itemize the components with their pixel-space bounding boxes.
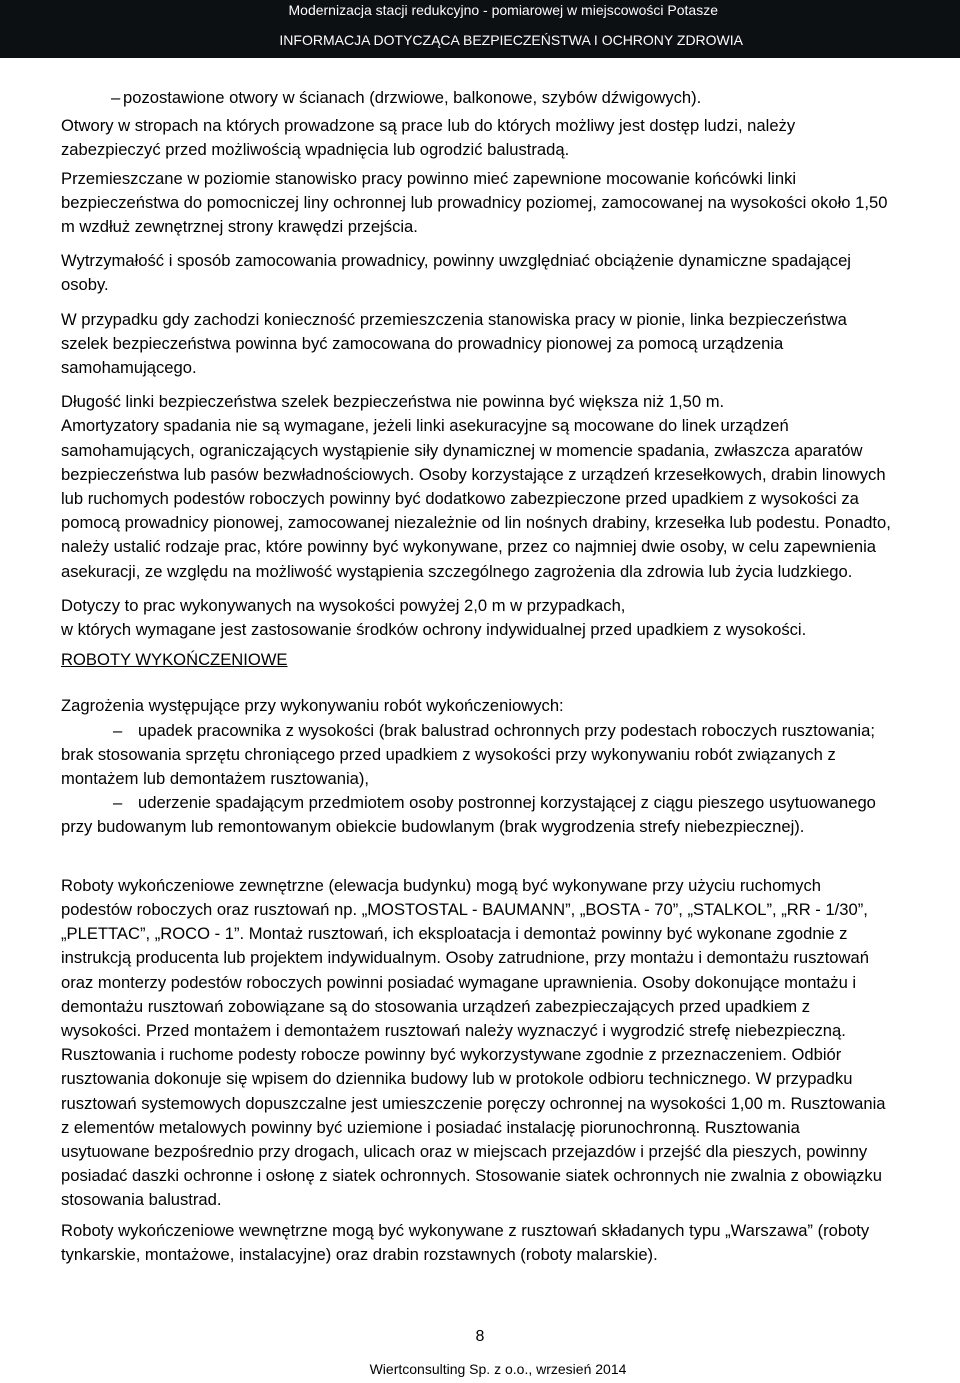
page-header — [0, 0, 960, 58]
paragraph: Roboty wykończeniowe zewnętrzne (elewacja budynku) mogą być wykonywane przy użyciu ruchomych podestów roboczych oraz rusztowań np. „MOSTOSTAL - BAUMANN”, „BOSTA - 70”, „STALKOL”, „RR - 1/30”, „PLETTAC”, „ROCO - 1”. Montaż rusztowań, ich eksploatacja i demontaż powinny być wykonane zgodnie z instrukcją producenta lub projektem indywidualnym. Osoby zatrudnione, przy montażu i demontażu rusztowań oraz monterzy podestów roboczych powinni posiadać wymagane uprawnienia. Osoby dokonujące montażu i demontażu rusztowań zobowiązane są do stosowania urządzeń zabezpieczających przed upadkiem z wysokości. Przed montażem i demontażem rusztowań należy wyznaczyć i wygrodzić strefę niebezpieczną. Rusztowania i ruchome podesty robocze powinny być wykorzystywane zgodnie z przeznaczeniem. Odbiór rusztowania dokonuje się wpisem do dziennika budowy lub w protokole odbioru technicznego. W przypadku rusztowań systemowych dopuszczalne jest umieszczenie poręczy ochronnej na wysokości 1,00 m. Rusztowania z elementów metalowych powinny być uziemione i posiadać instalację piorunochronną. Rusztowania usytuowane bezpośrednio przy drogach, ulicach oraz w miejscach przejazdów i przejść dla pieszych, powinny posiadać daszki ochronne i osłonę z siatek ochronnych. Stosowanie siatek ochronnych nie zwalnia z obowiązku stosowania balustrad. — [61, 875, 886, 1210]
project-title: Modernizacja stacji redukcyjno - pomiarowej w miejscowości Potasze — [288, 2, 718, 18]
paragraph: W przypadku gdy zachodzi konieczność przemieszczenia stanowiska pracy w pionie, linka bezpieczeństwa szelek bezpieczeństwa powinna być zamocowana do prowadnicy pionowej za pomocą urządzenia samohamującego. — [61, 309, 847, 378]
paragraph: Otwory w stropach na których prowadzone są prace lub do których możliwy jest dostęp ludzi, należy zabezpieczyć przed możliwością wpadnięcia lub ogrodzić balustradą. — [61, 116, 796, 160]
list-item-text: pozostawione otwory w ścianach (drzwiowe, balkonowe, szybów dźwigowych). — [123, 88, 702, 107]
list-item — [61, 719, 891, 792]
paragraph-line: w których wymagane jest zastosowanie środków ochrony indywidualnej przed upadkiem z wysokości. — [61, 620, 807, 640]
page-number: 8 — [475, 1328, 485, 1345]
paragraph — [61, 594, 891, 642]
list-item — [61, 791, 891, 839]
section-heading-wrap — [61, 648, 891, 672]
section-heading: ROBOTY WYKOŃCZENIOWE — [61, 650, 288, 670]
bullet-dash: – — [113, 793, 123, 813]
document-title: INFORMACJA DOTYCZĄCA BEZPIECZEŃSTWA I OCHRONY ZDROWIA — [279, 32, 743, 48]
bullet-dash: – — [113, 720, 123, 740]
list-item — [61, 86, 891, 110]
paragraph: Roboty wykończeniowe wewnętrzne mogą być wykonywane z rusztowań składanych typu „Warszawa” (roboty tynkarskie, montażowe, instalacyjne) oraz drabin rozstawnych (roboty malarskie). — [61, 1220, 870, 1264]
paragraph: Długość linki bezpieczeństwa szelek bezpieczeństwa nie powinna być większa niż 1,50 m. — [61, 392, 725, 412]
paragraph: Przemieszczane w poziomie stanowisko pracy powinno mieć zapewnione mocowanie końcówki linki bezpieczeństwa do pomocniczej liny ochronnej lub prowadnicy poziomej, zamocowanej na wysokości około 1,50 m wzdłuż zewnętrznej strony krawędzi przejścia. — [61, 168, 888, 237]
bullet-dash: – — [111, 88, 121, 107]
paragraph-line: Dotyczy to prac wykonywanych na wysokości powyżej 2,0 m w przypadkach, — [61, 595, 626, 615]
paragraph: Wytrzymałość i sposób zamocowania prowadnicy, powinny uwzględniać obciążenie dynamiczne spadającej osoby. — [61, 251, 851, 295]
paragraph: Amortyzatory spadania nie są wymagane, jeżeli linki asekuracyjne są mocowane do linek urządzeń samohamujących, ograniczających wystąpienie siły dynamicznej w momencie spadania, zwłaszcza aparatów bezpieczeństwa lub pasów bezwładnościowych. Osoby korzystające z urządzeń krzesełkowych, drabin linowych lub ruchomych podestów roboczych powinny być dodatkowo zabezpieczone przed upadkiem z wysokości za pomocą prowadnicy pionowej, zamocowanej niezależnie od lin nośnych drabiny, krzesełka lub podestu. Ponadto, należy ustalić rodzaje prac, które powinny być wykonywane, przez co najmniej dwie osoby, w celu zapewnienia asekuracji, ze względu na możliwość wystąpienia szczególnego zagrożenia dla zdrowia lub życia ludzkiego. — [61, 416, 891, 581]
document-body — [61, 86, 891, 1267]
list-item-text: upadek pracownika z wysokości (brak balustrad ochronnych przy podestach roboczych rusztowania; brak stosowania sprzętu chroniącego przed upadkiem z wysokości przy wykonywaniu robót związanych z montażem lub demontażem rusztowania), — [61, 720, 875, 789]
page-footer: Wiertconsulting Sp. z o.o., wrzesień 2014 — [369, 1361, 627, 1377]
hazards-intro: Zagrożenia występujące przy wykonywaniu robót wykończeniowych: — [61, 696, 564, 716]
list-item-text: uderzenie spadającym przedmiotem osoby postronnej korzystającej z ciągu pieszego usytuowanego przy budowanym lub remontowanym obiekcie budowlanym (brak wygrodzenia strefy niebezpiecznej). — [61, 793, 876, 837]
